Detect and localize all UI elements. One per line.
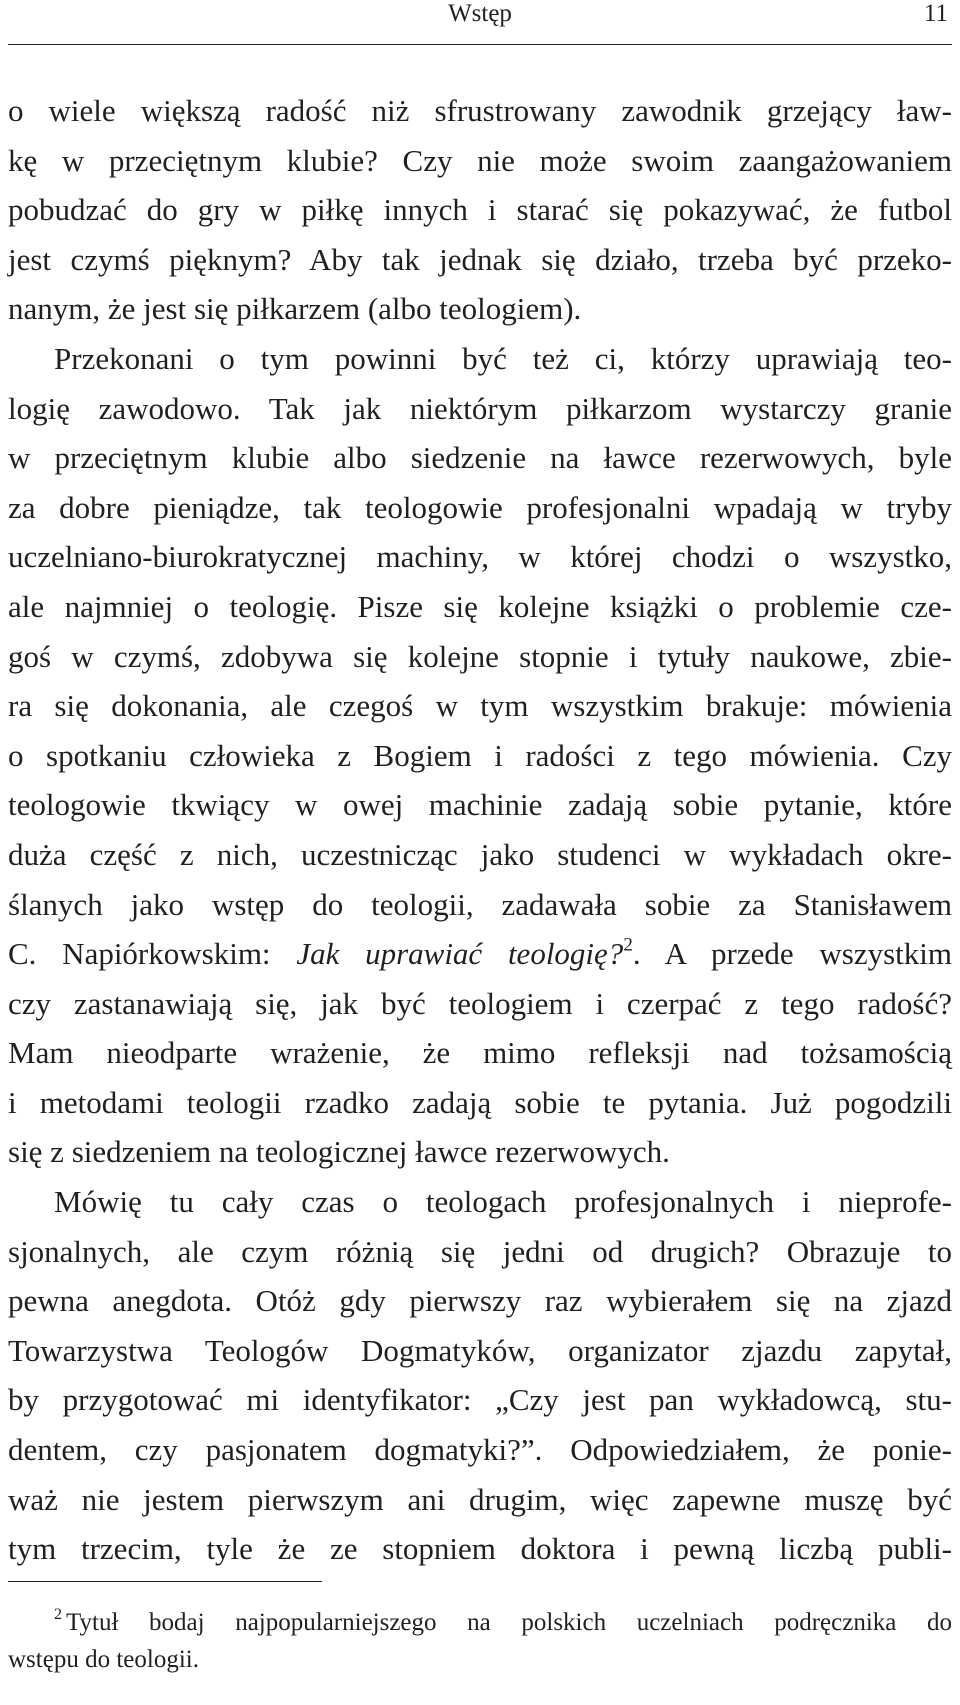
text-line: ślanych jako wstęp do teologii, zadawała sobie za Stanisławem — [8, 886, 952, 922]
text-line: pobudzać do gry w piłkę innych i starać się pokazywać, że futbol — [8, 192, 952, 228]
footnote-line — [8, 1604, 952, 1641]
text-line: goś w czymś, zdobywa się kolejne stopnie i tytuły naukowe, zbie- — [8, 638, 952, 674]
text-line: Mówię tu cały czas o teologach profesjonalnych i nieprofe- — [54, 1184, 952, 1220]
text-line: ra się dokonania, ale czegoś w tym wszystkim brakuje: mówienia — [8, 688, 952, 724]
text-line: tym trzecim, tyle że ze stopniem doktora i pewną liczbą publi- — [8, 1531, 952, 1567]
text-line: dentem, czy pasjonatem dogmatyki?”. Odpowiedziałem, że ponie- — [8, 1432, 952, 1468]
text-line: teologowie tkwiący w owej machinie zadają sobie pytanie, które — [8, 787, 952, 823]
text-line: się z siedzeniem na teologicznej ławce rezerwowych. — [8, 1134, 670, 1170]
text-line: za dobre pieniądze, tak teologowie profesjonalni wpadają w tryby — [8, 489, 952, 525]
footnote-mark: 2 — [54, 1605, 62, 1623]
text-line: duża część z nich, uczestnicząc jako studenci w wykładach okre- — [8, 836, 952, 872]
footnote-text: Tytuł bodaj najpopularniejszego na polskich uczelniach podręcznika do — [66, 1609, 952, 1636]
text-segment: . A przede wszystkim — [632, 936, 952, 972]
text-line: czy zastanawiają się, jak być teologiem i czerpać z tego radość? — [8, 985, 952, 1021]
footnote-divider — [8, 1581, 322, 1582]
running-head — [8, 0, 952, 45]
text-line: Przekonani o tym powinni być też ci, którzy uprawiają teo- — [54, 340, 952, 376]
text-line: uczelniano-biurokratycznej machiny, w której chodzi o wszystko, — [8, 539, 952, 575]
text-line: Towarzystwa Teologów Dogmatyków, organizator zjazdu zapytał, — [8, 1332, 952, 1368]
text-line: i metodami teologii rzadko zadają sobie te pytania. Już pogodzili — [8, 1084, 952, 1120]
text-line-with-footnote-ref — [8, 929, 952, 979]
text-line: w przeciętnym klubie albo siedzenie na ławce rezerwowych, byle — [8, 440, 952, 476]
text-line: kę w przeciętnym klubie? Czy nie może swoim zaangażowaniem — [8, 142, 952, 178]
text-line: ale najmniej o teologię. Pisze się kolejne książki o problemie cze- — [8, 588, 952, 624]
text-line: jest czymś pięknym? Aby tak jednak się działo, trzeba być przeko- — [8, 241, 952, 277]
text-line: waż nie jestem pierwszym ani drugim, więc zapewne muszę być — [8, 1481, 952, 1517]
footnote-reference: 2 — [623, 934, 633, 956]
text-line: nanym, że jest się piłkarzem (albo teologiem). — [8, 291, 582, 327]
running-title: Wstęp — [448, 0, 512, 27]
text-line: by przygotować mi identyfikator: „Czy jest pan wykładowcą, stu- — [8, 1382, 952, 1418]
page-number: 11 — [923, 0, 948, 27]
footnotes — [8, 1604, 952, 1678]
text-line: pewna anegdota. Otóż gdy pierwszy raz wybierałem się na zjazd — [8, 1283, 952, 1319]
footnote-line: wstępu do teologii. — [8, 1646, 199, 1673]
text-line: o wiele większą radość niż sfrustrowany zawodnik grzejący ław- — [8, 93, 952, 128]
text-line: o spotkaniu człowieka z Bogiem i radości z tego mówienia. Czy — [8, 737, 952, 773]
text-line: Mam nieodparte wrażenie, że mimo refleksji nad tożsamością — [8, 1035, 952, 1071]
main-text — [8, 86, 952, 1574]
book-title: Jak uprawiać teologię? — [296, 936, 624, 972]
text-line: logię zawodowo. Tak jak niektórym piłkarzom wystarczy granie — [8, 390, 952, 426]
text-line: sjonalnych, ale czym różnią się jedni od drugich? Obrazuje to — [8, 1233, 952, 1269]
text-segment: C. Napiórkowskim: — [8, 936, 297, 972]
